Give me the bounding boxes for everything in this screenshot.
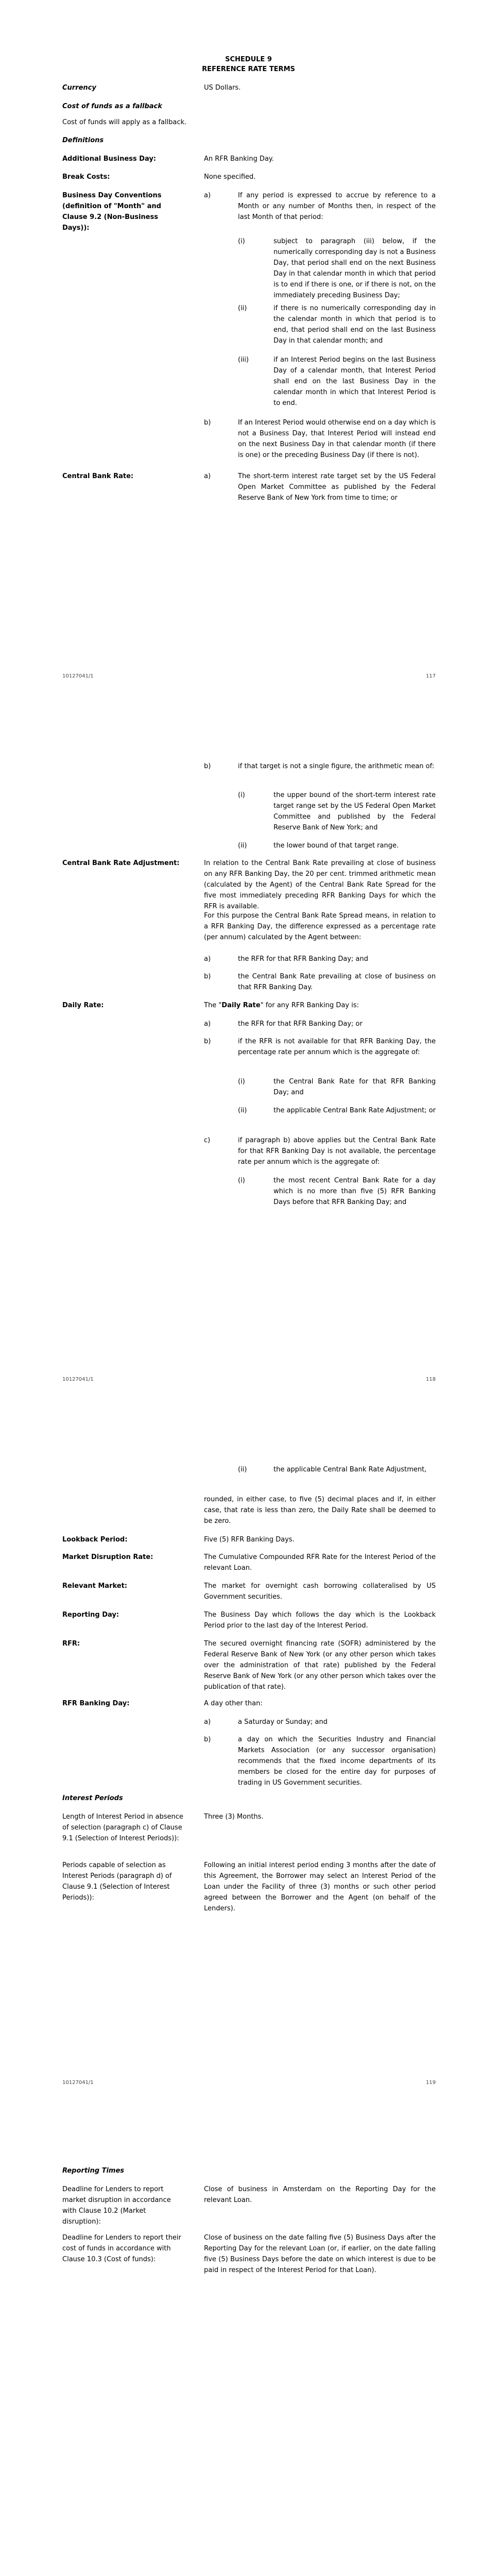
rm-term: Relevant Market:: [62, 1582, 127, 1590]
page-117: [0, 0, 497, 703]
cbra-a-text: the RFR for that RFR Banking Day; and: [238, 955, 368, 963]
cbr-ii-label: (ii): [238, 842, 247, 850]
dr-b-ii-text: the applicable Central Bank Rate Adjustment; or: [273, 1107, 436, 1114]
bdc-b-text: If an Interest Period would otherwise end on a day which is not a Business Day, that Interest Period will instead end on the next Business Day in that calendar month (if there is one) or the preceding Business Day (if there is not).: [238, 419, 436, 459]
rd-term: Reporting Day:: [62, 1611, 119, 1619]
definitions-heading: Definitions: [62, 137, 104, 144]
bc-def: None specified.: [204, 173, 256, 181]
ip2-def: Following an initial interest period ending 3 months after the date of this Agreement, the Borrower may select an Interest Period of the Loan under the Facility of three (3) months or such other period agreed between the Borrower and the Agent (on behalf of the Lenders).: [204, 1861, 436, 1912]
lp-def: Five (5) RFR Banking Days.: [204, 1536, 295, 1544]
page-number: 118: [425, 1377, 436, 1382]
rbd-a-label: a): [204, 1718, 211, 1726]
bdc-a-text: If any period is expressed to accrue by reference to a Month or any number of Months then, in respect of the last Month of that period:: [238, 192, 436, 221]
bdc-b-label: b): [204, 419, 211, 427]
mdr-term: Market Disruption Rate:: [62, 1553, 153, 1561]
cof-heading: Cost of funds as a fallback: [62, 103, 162, 110]
page-118: [0, 703, 497, 1406]
dr-a-text: the RFR for that RFR Banking Day; or: [238, 1020, 363, 1028]
page-119: [0, 1406, 497, 2110]
dr-rounding: rounded, in either case, to five (5) decimal places and if, in either case, that rate is less than zero, the Daily Rate shall be deemed to be zero.: [204, 1496, 436, 1525]
rbd-term: RFR Banking Day:: [62, 1700, 130, 1707]
dr-a-label: a): [204, 1020, 211, 1028]
cbr-term: Central Bank Rate:: [62, 472, 134, 480]
dr-b-i-label: (i): [238, 1078, 245, 1086]
dr-b-i-text: the Central Bank Rate for that RFR Banking Day; and: [273, 1078, 436, 1096]
cbr-b-label: b): [204, 762, 211, 770]
ip-heading: Interest Periods: [62, 1794, 123, 1802]
ip1-term: Length of Interest Period in absence of selection (paragraph c) of Clause 9.1 (Selection of Interest Periods)):: [62, 1813, 183, 1842]
rbd-intro: A day other than:: [204, 1700, 263, 1707]
cbr-i-text: the upper bound of the short-term interest rate target range set by the US Federal Open Market Committee and published by the Federal Reserve Bank of New York; and: [273, 791, 436, 832]
dr-intro: The "Daily Rate" for any RFR Banking Day is:: [204, 1002, 359, 1009]
schedule-title: REFERENCE RATE TERMS: [202, 65, 295, 73]
cbra-p1: In relation to the Central Bank Rate prevailing at close of business on any RFR Banking Day, the 20 per cent. trimmed arithmetic mean (calculated by the Agent) of the Central Bank Rate Spread for the five most immediately preceding RFR Banking Days for which the RFR is available.: [204, 859, 436, 910]
cbr-ii-text: the lower bound of that target range.: [273, 842, 399, 850]
cbra-b-text: the Central Bank Rate prevailing at close of business on that RFR Banking Day.: [238, 973, 436, 991]
cbra-term: Central Bank Rate Adjustment:: [62, 859, 180, 867]
cbr-i-label: (i): [238, 791, 245, 799]
rt1-def: Close of business in Amsterdam on the Reporting Day for the relevant Loan.: [204, 2185, 436, 2204]
bdc-iii-text: if an Interest Period begins on the last Business Day of a calendar month, that Interest Period shall end on the last Business Day in the calendar month in which that Interest Period is to end.: [273, 356, 436, 407]
cbra-p2: For this purpose the Central Bank Rate Spread means, in relation to a RFR Banking Day, the difference expressed as a percentage rate (per annum) calculated by the Agent between:: [204, 912, 436, 941]
dr-c-ii-label: (ii): [238, 1466, 247, 1473]
dr-term: Daily Rate:: [62, 1002, 104, 1009]
abd-def: An RFR Banking Day.: [204, 155, 274, 163]
bdc-iii-label: (iii): [238, 356, 249, 364]
dr-b-label: b): [204, 1038, 211, 1045]
dr-c-i-text: the most recent Central Bank Rate for a day which is no more than five (5) RFR Banking Days before that RFR Banking Day; and: [273, 1177, 436, 1206]
mdr-def: The Cumulative Compounded RFR Rate for the Interest Period of the relevant Loan.: [204, 1553, 436, 1572]
page-number: 119: [425, 2080, 436, 2086]
ip2-term: Periods capable of selection as Interest Periods (paragraph d) of Clause 9.1 (Selection of Interest Periods)):: [62, 1861, 172, 1902]
page-number: 117: [425, 673, 436, 679]
dr-c-ii-text: the applicable Central Bank Rate Adjustment,: [273, 1466, 427, 1473]
cbr-a-label: a): [204, 472, 211, 480]
currency-term: Currency: [62, 84, 96, 92]
cbr-a-text: The short-term interest rate target set by the US Federal Open Market Committee as published by the Federal Reserve Bank of New York from time to time; or: [238, 472, 436, 502]
schedule-number: SCHEDULE 9: [225, 56, 272, 63]
currency-def: US Dollars.: [204, 84, 241, 92]
cbra-a-label: a): [204, 955, 211, 963]
dr-b-ii-label: (ii): [238, 1107, 247, 1114]
cbra-b-label: b): [204, 973, 211, 980]
rbd-b-text: a day on which the Securities Industry and Financial Markets Association (or any successor organisation) recommends that the fixed income departments of its members be closed for the entire day for purposes of trading in US Government securities.: [238, 1736, 436, 1787]
rbd-a-text: a Saturday or Sunday; and: [238, 1718, 328, 1726]
rt2-def: Close of business on the date falling five (5) Business Days after the Reporting Day for the relevant Loan (or, if earlier, on the date falling five (5) Business Days before the date on which interest is due to be paid in respect of the Interest Period for that Loan).: [204, 2234, 436, 2274]
lp-term: Lookback Period:: [62, 1536, 128, 1544]
dr-b-text: if the RFR is not available for that RFR Banking Day, the percentage rate per annum which is the aggregate of:: [238, 1038, 436, 1056]
bdc-a-label: a): [204, 192, 211, 199]
bdc-i-label: (i): [238, 238, 245, 245]
bdc-i-text: subject to paragraph (iii) below, if the numerically corresponding day is not a Business Day, that period shall end on the next Business Day in that calendar month in which that period is to end if there is one, or if there is not, on the immediately preceding Business Day;: [273, 238, 436, 299]
rd-def: The Business Day which follows the day which is the Lookback Period prior to the last day of the Interest Period.: [204, 1611, 436, 1630]
bc-term: Break Costs:: [62, 173, 110, 181]
doc-ref: 10127041/1: [62, 1377, 94, 1382]
cbr-b-text: if that target is not a single figure, the arithmetic mean of:: [238, 762, 434, 770]
rt2-term: Deadline for Lenders to report their cost of funds in accordance with Clause 10.3 (Cost of funds):: [62, 2234, 181, 2263]
dr-c-text: if paragraph b) above applies but the Central Bank Rate for that RFR Banking Day is not available, the percentage rate per annum which is the aggregate of:: [238, 1137, 436, 1166]
rt1-term: Deadline for Lenders to report market disruption in accordance with Clause 10.2 (Market disruption):: [62, 2185, 171, 2226]
doc-ref: 10127041/1: [62, 673, 94, 679]
rt-heading: Reporting Times: [62, 2167, 125, 2175]
rfr-term: RFR:: [62, 1640, 80, 1648]
bdc-ii-label: (ii): [238, 304, 247, 312]
page-120: [0, 2110, 497, 2576]
rfr-def: The secured overnight financing rate (SOFR) administered by the Federal Reserve Bank of New York (or any other person which takes over the administration of that rate) published by the Federal Reserve Bank of New York (or any other person which takes over the publication of that rate).: [204, 1640, 436, 1691]
ip1-def: Three (3) Months.: [204, 1813, 264, 1821]
bdc-ii-text: if there is no numerically corresponding day in the calendar month in which that period is to end, that period shall end on the last Business Day in that calendar month; and: [273, 304, 436, 345]
abd-term: Additional Business Day:: [62, 155, 157, 163]
dr-c-i-label: (i): [238, 1177, 245, 1184]
rbd-b-label: b): [204, 1736, 211, 1743]
bdc-term: Business Day Conventions (definition of "Month" and Clause 9.2 (Non-Business Days)):: [62, 192, 162, 232]
doc-ref: 10127041/1: [62, 2080, 94, 2086]
rm-def: The market for overnight cash borrowing collateralised by US Government securities.: [204, 1582, 436, 1601]
cof-text: Cost of funds will apply as a fallback.: [62, 118, 187, 126]
dr-c-label: c): [204, 1137, 211, 1144]
